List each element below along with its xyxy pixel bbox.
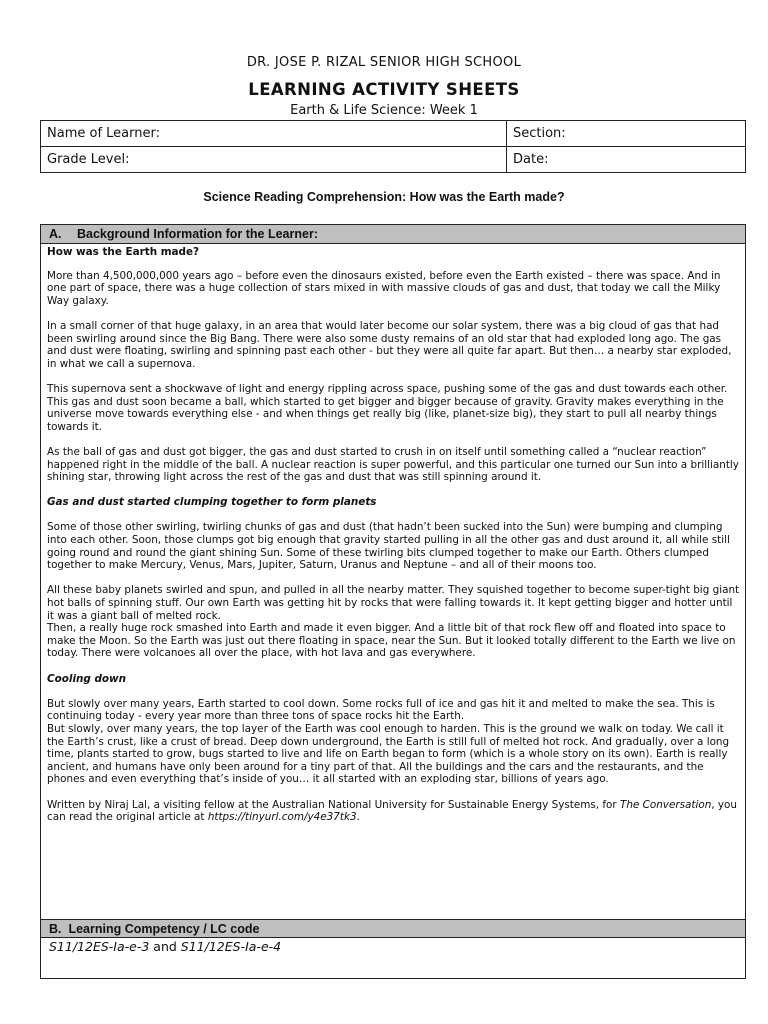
section-a-letter: A.: [49, 227, 62, 241]
lc-code-1: S11/12ES-Ia-e-3: [49, 939, 150, 954]
paragraph-2: In a small corner of that huge galaxy, in an area that would later become our solar system, there was a big cloud of gas that had been swirling around since the Big Bang. There were also some dusty remains of an old star that had exploded long ago. The gas and dust were floating, swirling and spinning past each other - but they were all quite far apart. But then… a nearby star exploded, in what we call a supernova.: [47, 319, 732, 370]
section-b-header: [41, 919, 745, 938]
article-link[interactable]: https://tinyurl.com/y4e37tk3: [207, 811, 357, 824]
credit-publication: The Conversation: [619, 798, 712, 811]
grade-level-field[interactable]: Grade Level:: [41, 147, 507, 173]
document-title: LEARNING ACTIVITY SHEETS: [248, 80, 520, 99]
paragraph-6: All these baby planets swirled and spun, and pulled in all the nearby matter. They squished together to become super-tight big giant hot balls of spinning stuff. Our own Earth was getting hit by rocks that were falling towards it. It kept getting bigger and hotter until it was a giant ball of melted rock.: [47, 584, 740, 622]
learner-info-table: [40, 120, 746, 173]
section-b-heading: Learning Competency / LC code: [68, 922, 260, 936]
section-a-heading: Background Information for the Learner:: [77, 227, 318, 241]
lc-joiner: and: [149, 939, 181, 954]
paragraph-4: As the ball of gas and dust got bigger, the gas and dust started to crush in on itself until something called a “nuclear reaction” happened right in the middle of the ball. A nuclear reaction is super powerful, and this particular one turned our Sun into a brilliantly shining star, throwing light across the rest of the gas and dust that was still spinning around it.: [47, 445, 739, 484]
paragraph-8: But slowly over many years, Earth started to cool down. Some rocks full of ice and gas hit it and melted to make the sea. This is continuing today - every year more than three tons of space rocks hit the Earth.: [47, 697, 715, 723]
background-information: [47, 246, 741, 824]
document-subtitle: Earth & Life Science: Week 1: [290, 103, 478, 118]
credit-line: [47, 799, 741, 824]
paragraph-1: More than 4,500,000,000 years ago – before even the dinosaurs existed, before even the Earth existed – there was space. And in one part of space, there was a huge collection of stars mixed in with massive clouds of gas and dust, that today we call the Milky Way galaxy.: [47, 269, 721, 307]
question-heading: How was the Earth made?: [47, 246, 200, 258]
paragraph-9: But slowly, over many years, the top layer of the Earth was cool enough to harden. This is the ground we walk on today. We call it the Earth’s crust, like a crust of bread. Deep down underground, the Earth is still full of melted hot rock. And gradually, over a long time, plants started to grow, bugs started to live and life on Earth began to form (which is a whole story on its own). Earth is really ancient, and humans have only been around for a tiny part of that. All the buildings and the cars and the restaurants, and the phones and even everything that’s inside of you… it all started with an exploding star, billions of years ago.: [47, 722, 730, 786]
credit-text: Written by Niraj Lal, a visiting fellow at the Australian National University for Sustainable Energy Systems, for: [47, 798, 620, 811]
lc-code-2: S11/12ES-Ia-e-4: [180, 939, 282, 954]
paragraph-3: This supernova sent a shockwave of light and energy rippling across space, pushing some of the gas and dust towards each other. This gas and dust soon became a ball, which started to get bigger and bigger because of gravity. Gravity makes everything in the universe move towards everything else - and when things get really big (like, planet-size big), they start to pull all nearby things towards it.: [47, 382, 728, 433]
section-field[interactable]: Section:: [507, 121, 746, 147]
lc-codes: [49, 939, 281, 954]
subheading-cooling: Cooling down: [47, 672, 127, 685]
name-of-learner-field[interactable]: Name of Learner:: [41, 121, 507, 147]
section-b-letter: B.: [49, 922, 62, 936]
section-a-header: [41, 225, 745, 244]
paragraph-7: Then, a really huge rock smashed into Earth and made it even bigger. And a little bit of that rock flew off and floated into space to make the Moon. So the Earth was just out there floating in space, near the Sun. But it looked totally different to the Earth we live on today. There were volcanoes all over the place, with hot lava and gas everywhere.: [47, 622, 736, 660]
credit-text-2: , you can read the original article at: [47, 798, 737, 824]
school-name: DR. JOSE P. RIZAL SENIOR HIGH SCHOOL: [246, 55, 522, 70]
paragraph-5: Some of those other swirling, twirling chunks of gas and dust (that hadn’t been sucked into the Sun) were bumping and clumping into each other. Soon, those clumps got big enough that gravity started pulling in all the other gas and dust around it, all while still going round and round the giant shining Sun. Some of these twirling bits clumped together to make our Earth. Others clumped together to make Mercury, Venus, Mars, Jupiter, Saturn, Uranus and Neptune – and all of their moons too.: [47, 521, 730, 572]
reading-title: Science Reading Comprehension: How was the Earth made?: [203, 190, 565, 204]
activity-box: [40, 224, 746, 979]
credit-end: .: [356, 811, 360, 824]
subheading-planets: Gas and dust started clumping together to form planets: [47, 496, 377, 509]
date-field[interactable]: Date:: [507, 147, 746, 173]
